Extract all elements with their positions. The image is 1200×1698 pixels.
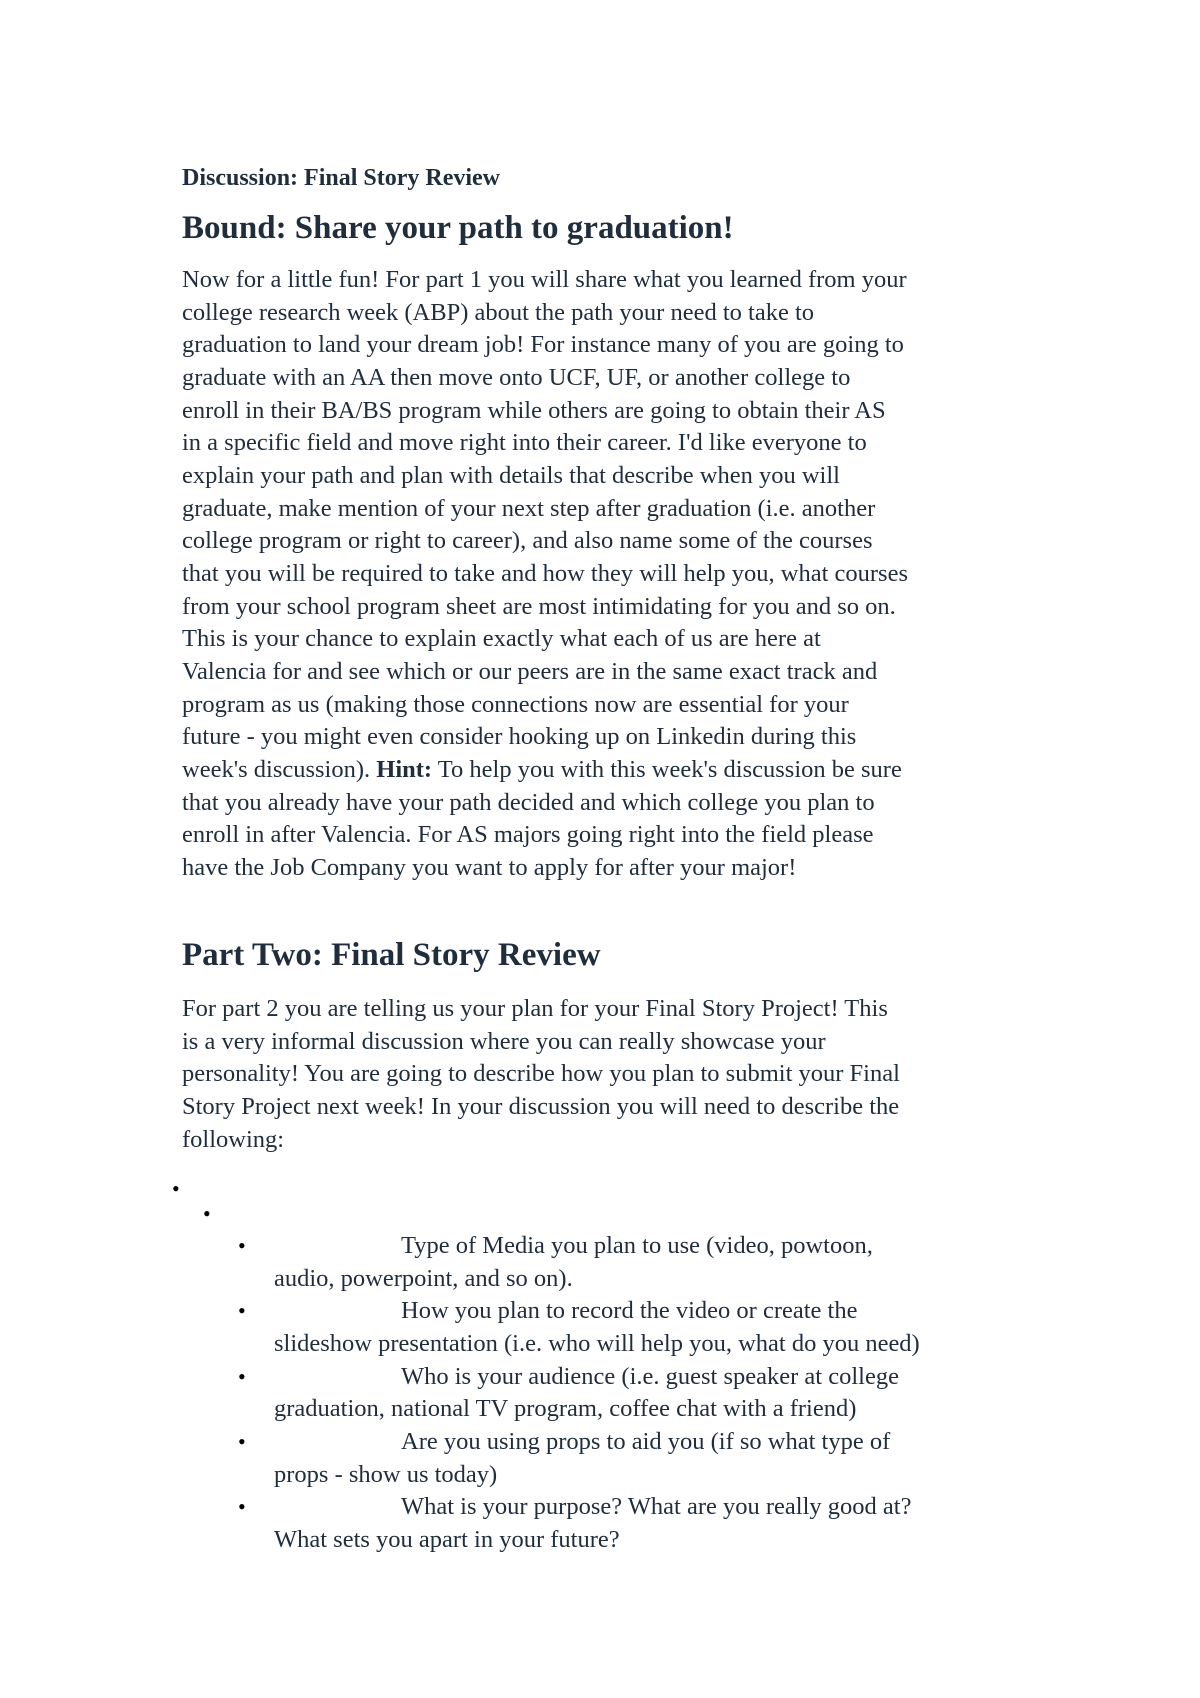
paragraph-line: enroll in their BA/BS program while others are going to obtain their AS [182, 396, 886, 424]
paragraph-line: is a very informal discussion where you can really showcase your [182, 1027, 826, 1055]
list-item [232, 1295, 1052, 1360]
requirements-list [232, 1230, 1052, 1557]
bullet-icon: • [238, 1494, 246, 1520]
paragraph-line: following: [182, 1125, 285, 1153]
list-item-text: Who is your audience (i.e. guest speaker at college [401, 1362, 899, 1390]
bullet-icon: • [238, 1363, 246, 1389]
paragraph-line: graduation to land your dream job! For instance many of you are going to [182, 331, 904, 359]
list-item [232, 1361, 1052, 1426]
paragraph-line: future - you might even consider hooking up on Linkedin during this [182, 723, 857, 751]
bullet-icon: • [238, 1428, 246, 1454]
list-item-text: slideshow presentation (i.e. who will help you, what do you need) [274, 1329, 920, 1357]
paragraph-line: explain your path and plan with details that describe when you will [182, 461, 840, 489]
list-item-text: How you plan to record the video or create the [401, 1297, 858, 1325]
paragraph-line: college research week (ABP) about the path your need to take to [182, 298, 814, 326]
paragraph-line: college program or right to career), and also name some of the courses [182, 527, 873, 555]
paragraph-line: For part 2 you are telling us your plan for your Final Story Project! This [182, 995, 888, 1022]
hint-label: Hint: [376, 755, 433, 783]
paragraph-line: in a specific field and move right into their career. I'd like everyone to [182, 429, 867, 457]
hint-lead-text: week's discussion). [182, 755, 377, 783]
paragraph-line: graduate, make mention of your next step after graduation (i.e. another [182, 494, 876, 522]
paragraph-line: that you already have your path decided and which college you plan to [182, 788, 875, 816]
paragraph-line: that you will be required to take and how they will help you, what courses [182, 559, 908, 587]
paragraph-line: enroll in after Valencia. For AS majors going right into the field please [182, 821, 874, 849]
paragraph-part-one [182, 264, 1042, 884]
list-item [232, 1426, 1052, 1491]
paragraph-line: Valencia for and see which or our peers are in the same exact track and [182, 657, 878, 685]
paragraph-hint-line [182, 754, 1042, 787]
empty-bullet-level-2: • [203, 1201, 211, 1226]
list-item-text: props - show us today) [274, 1460, 498, 1488]
bullet-icon: • [238, 1233, 246, 1258]
paragraph-line: from your school program sheet are most intimidating for you and so on. [182, 592, 896, 620]
empty-bullet-level-1: • [172, 1176, 180, 1201]
paragraph-line: graduate with an AA then move onto UCF, UF, or another college to [182, 363, 851, 391]
list-item-text: Type of Media you plan to use (video, powtoon, [401, 1232, 873, 1259]
list-item [232, 1491, 1052, 1556]
paragraph-line: This is your chance to explain exactly what each of us are here at [182, 625, 821, 653]
paragraph-part-two [182, 993, 1042, 1156]
heading-part-one: Bound: Share your path to graduation! [182, 210, 734, 246]
list-item-text: Are you using props to aid you (if so what type of [401, 1427, 891, 1455]
paragraph-line: Story Project next week! In your discussion you will need to describe the [182, 1092, 900, 1120]
list-item-text: What sets you apart in your future? [274, 1525, 620, 1553]
list-item-text: audio, powerpoint, and so on). [274, 1264, 573, 1292]
paragraph-line: program as us (making those connections now are essential for your [182, 690, 849, 718]
paragraph-line: have the Job Company you want to apply for after your major! [182, 853, 797, 881]
paragraph-line: personality! You are going to describe how you plan to submit your Final [182, 1060, 900, 1088]
list-item-text: What is your purpose? What are you really good at? [401, 1493, 912, 1521]
hint-text: To help you with this week's discussion be sure [432, 755, 902, 783]
heading-part-two: Part Two: Final Story Review [182, 937, 601, 973]
bullet-icon: • [238, 1298, 246, 1324]
discussion-label: Discussion: Final Story Review [182, 165, 500, 191]
list-item [232, 1230, 1052, 1295]
paragraph-line: Now for a little fun! For part 1 you will share what you learned from your [182, 266, 907, 293]
list-item-text: graduation, national TV program, coffee chat with a friend) [274, 1395, 857, 1423]
